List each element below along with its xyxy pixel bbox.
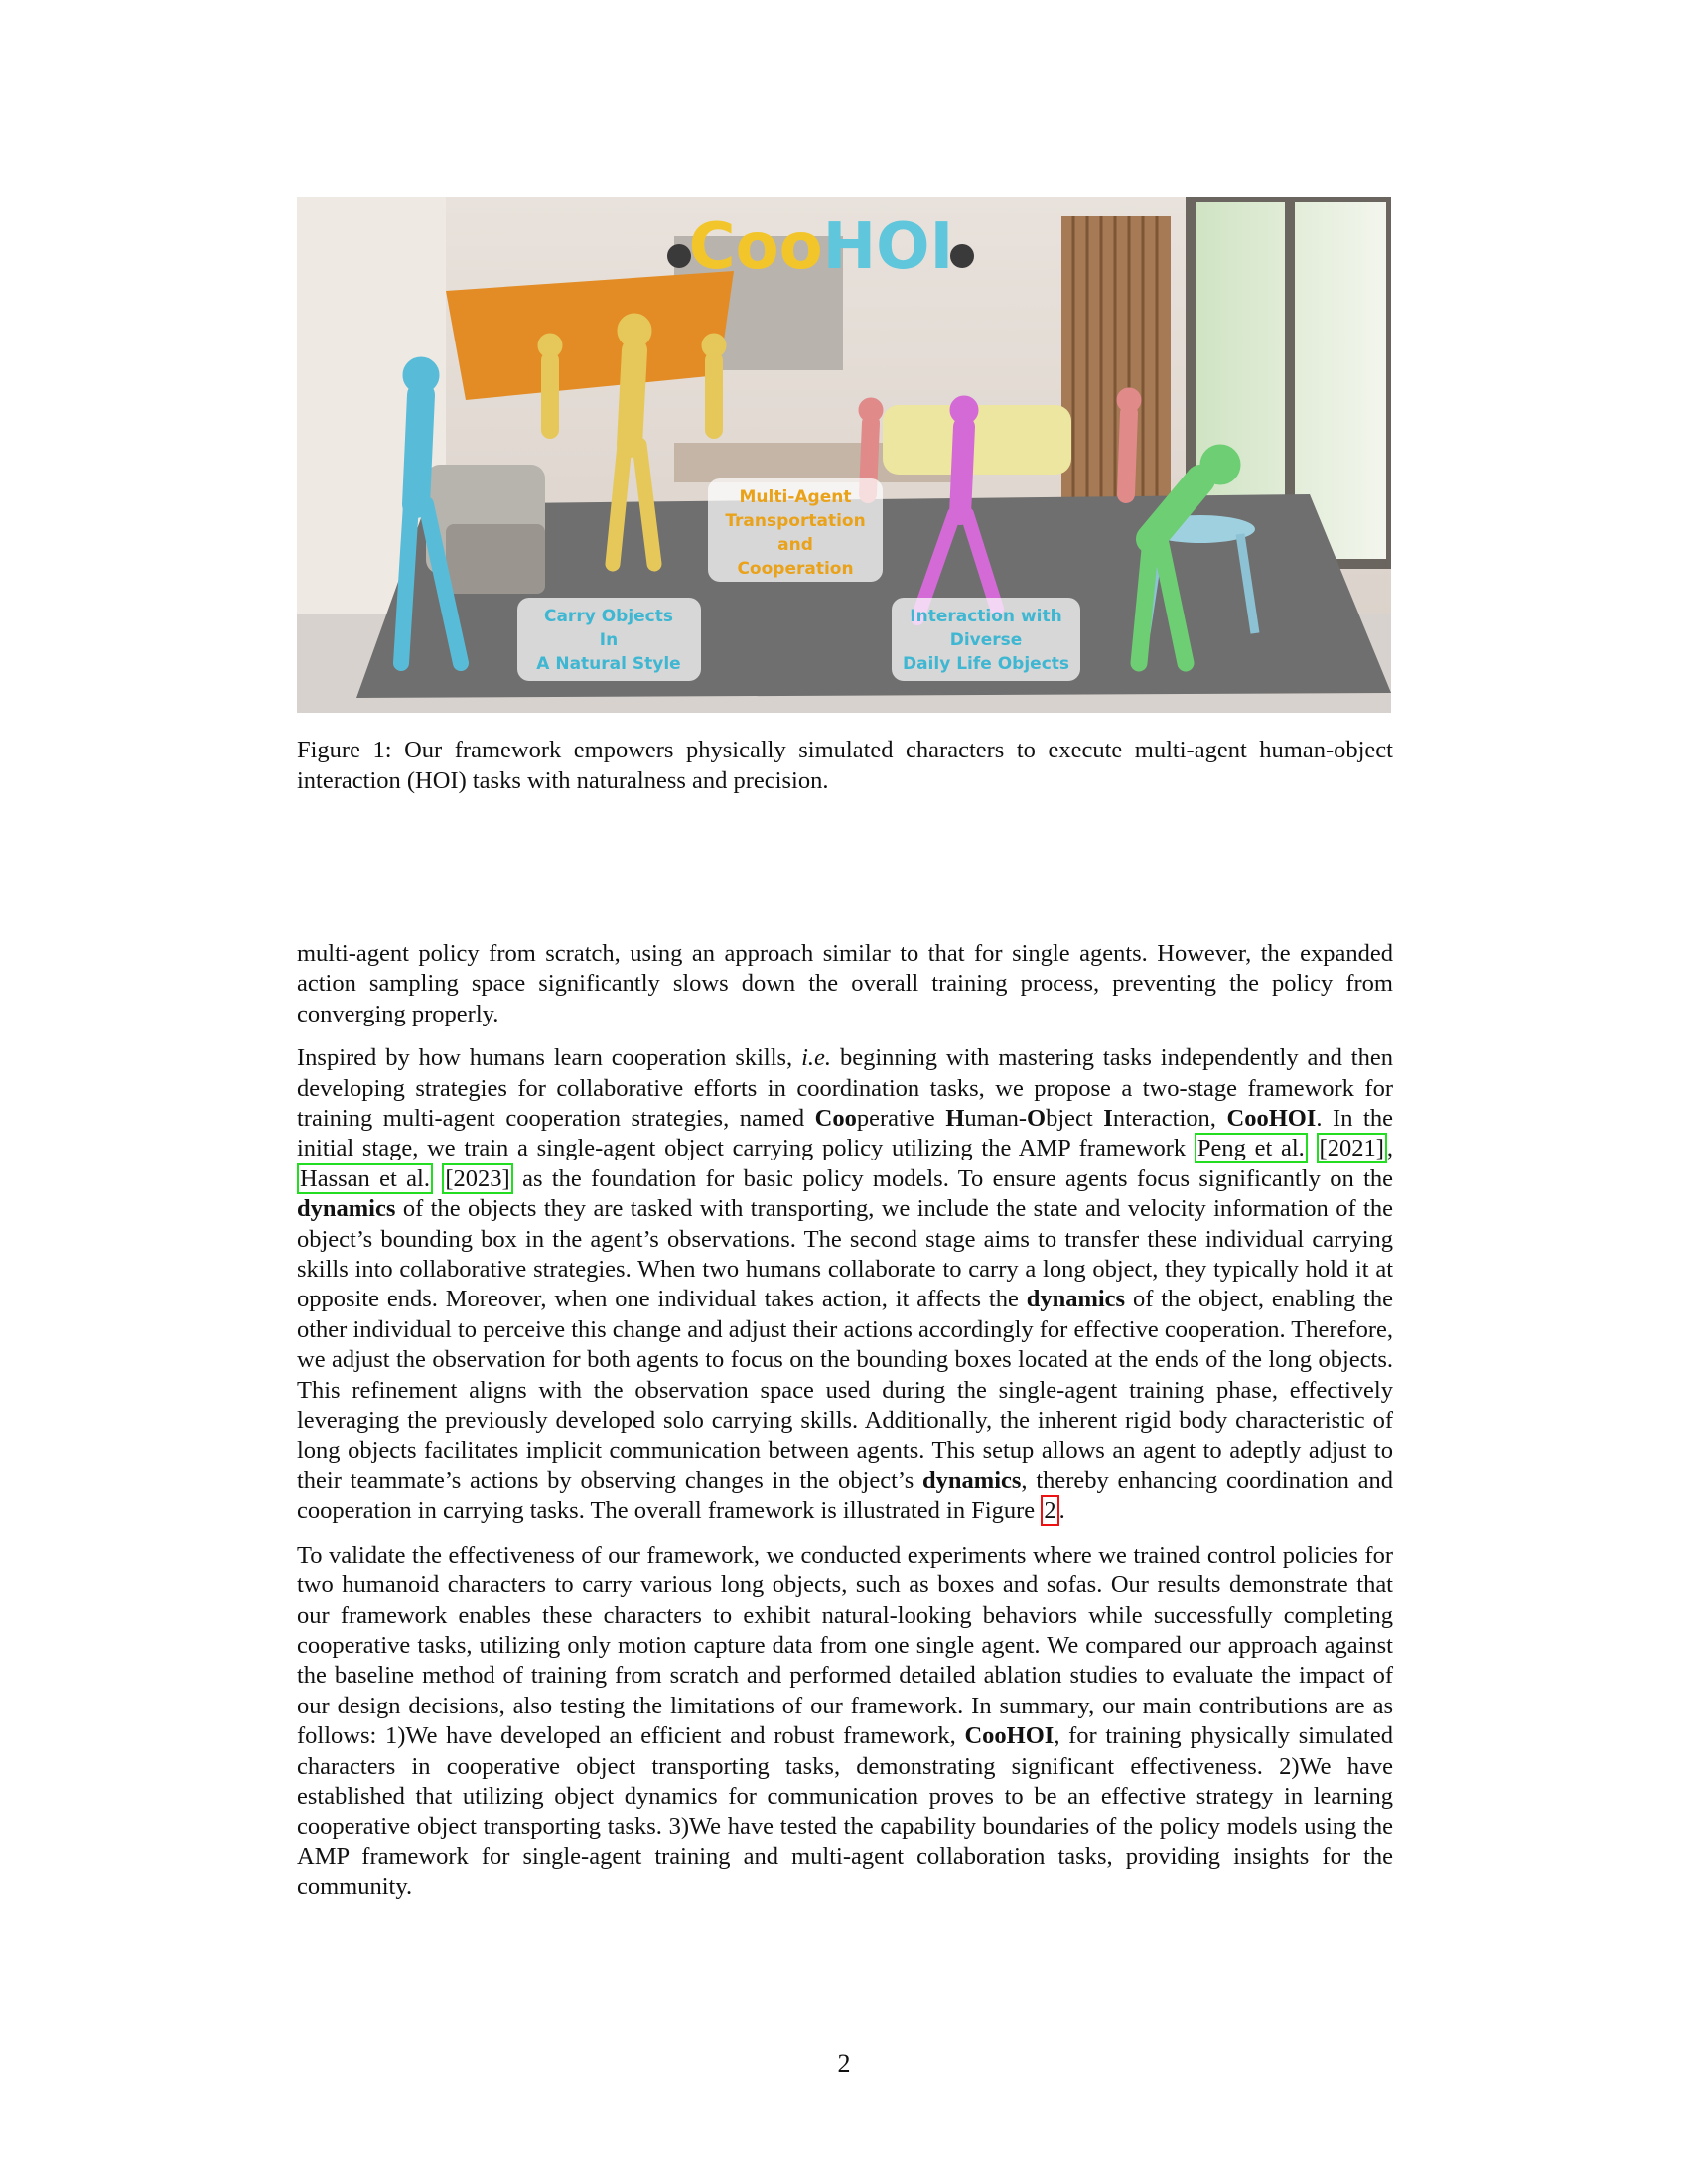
- tag-multi-agent: [708, 478, 883, 582]
- bold-i: I: [1103, 1105, 1113, 1133]
- bold-dynamics: dynamics: [1026, 1286, 1126, 1313]
- tag-left-line-1: Carry Objects: [543, 607, 674, 626]
- text-span: as the foundation for basic policy models. To ensure agents focus significantly on the: [512, 1164, 1393, 1192]
- text-span: nteraction,: [1112, 1105, 1227, 1133]
- coohoi-logo: [667, 210, 974, 284]
- text-span: , for training physically simulated characters in cooperative object transporting tasks, demonstrating significant effectiveness. 2)We have established that utilizing object dynamics for communication proves to be an effective strategy in learning cooperative object transporting tasks. 3)We have tested the capability boundaries of the policy models using the AMP framework for single-agent training and multi-agent collaboration tasks, providing insights for the community.: [297, 1722, 1393, 1901]
- text-span: , thereby enhancing coordination and cooperation in carrying tasks. The overall framework is illustrated in Figure: [297, 1466, 1393, 1525]
- emphasis-ie: i.e.: [801, 1044, 832, 1072]
- page-number: 2: [837, 2049, 851, 2078]
- citation-link-peng-author[interactable]: Peng et al.: [1195, 1133, 1308, 1163]
- citation-link-peng-year[interactable]: [2021]: [1317, 1133, 1387, 1163]
- tag-daily-objects: [892, 598, 1080, 681]
- text-span: Inspired by how humans learn cooperation skills,: [297, 1044, 802, 1072]
- figure-ref-link[interactable]: 2: [1041, 1495, 1058, 1526]
- paragraph-2: [297, 1043, 1393, 1527]
- citation-link-hassan-year[interactable]: [2023]: [442, 1163, 512, 1194]
- text-span: of the object, enabling the other individual to perceive this change and adjust their actions accordingly for effective cooperation. Therefore, we adjust the observation for both agents to focus on the bounding boxes located at the ends of the long objects. This refinement aligns with the observation space used during the single-agent training phase, effectively leveraging the previously developed solo carrying skills. Additionally, the inherent rigid body characteristic of long objects facilitates implicit communication between agents. This setup allows an agent to adeptly adjust to their teammate’s actions by observing changes in the object’s: [297, 1286, 1394, 1494]
- tag-left-line-3: A Natural Style: [536, 654, 681, 674]
- logo-coo: Coo: [688, 210, 823, 284]
- body-text: [297, 939, 1393, 1917]
- logo-text: [689, 210, 954, 284]
- logo-hoi: HOI: [822, 210, 954, 284]
- citation-link-hassan-author[interactable]: Hassan et al.: [297, 1163, 433, 1194]
- text-span: ,: [1386, 1135, 1393, 1162]
- tag-center-line-1: Multi-Agent: [739, 487, 852, 507]
- text-span: perative: [856, 1105, 946, 1133]
- bold-o: O: [1027, 1105, 1047, 1133]
- text-span: . In the initial stage, we train a single-agent object carrying policy utilizing the AMP framework: [297, 1105, 1393, 1162]
- wood-slat-panel: [1061, 216, 1171, 514]
- tag-center-line-4: Cooperation: [737, 559, 854, 579]
- tag-left-line-2: In: [599, 630, 619, 650]
- text-span: of the objects they are tasked with transporting, we include the state and velocity information of the object’s bounding box in the agent’s observations. The second stage aims to transfer these individual carrying skills into collaborative strategies. When two humans collaborate to carry a long object, they typically hold it at opposite ends. Moreover, when one individual takes action, it affects the: [297, 1195, 1393, 1313]
- text-span: bject: [1046, 1105, 1104, 1133]
- tag-right-line-1: Interaction with: [910, 607, 1062, 626]
- tag-center-line-2: Transportation: [725, 511, 866, 531]
- bold-coo: Coo: [814, 1105, 857, 1133]
- teaser-illustration: [297, 197, 1391, 713]
- tag-natural-style: [517, 598, 701, 681]
- tag-center-line-3: and: [777, 535, 813, 555]
- bold-dynamics: dynamics: [922, 1466, 1022, 1494]
- text-span: beginning with mastering tasks independently and then developing strategies for collaborative efforts in coordination tasks, we propose a two-stage framework for training multi-agent cooperation strategies, named: [297, 1044, 1393, 1133]
- figure-caption: Figure 1: Our framework empowers physically simulated characters to execute multi-agent human-object interaction (HOI) tasks with naturalness and precision.: [297, 737, 1393, 794]
- bold-dynamics: dynamics: [297, 1195, 396, 1223]
- bold-coohoi: CooHOI: [964, 1722, 1055, 1750]
- tag-right-line-2: Diverse: [949, 630, 1023, 650]
- paragraph-3: [297, 1541, 1393, 1903]
- tag-right-line-3: Daily Life Objects: [902, 654, 1070, 674]
- text-span: uman-: [964, 1105, 1028, 1133]
- bold-h: H: [945, 1105, 965, 1133]
- text-span: To validate the effectiveness of our framework, we conducted experiments where we trained control policies for two humanoid characters to carry various long objects, such as boxes and sofas. Our results demonstrate that our framework enables these characters to exhibit natural-looking behaviors while successfully completing cooperative tasks, utilizing only motion capture data from one single agent. We compared our approach against the baseline method of training from scratch and performed detailed ablation studies to evaluate the impact of our design decisions, also testing the limitations of our framework. In summary, our main contributions are as follows: 1)We have developed an efficient and robust framework,: [297, 1541, 1393, 1750]
- teaser-figure: [297, 197, 1391, 713]
- paragraph-1: multi-agent policy from scratch, using an approach similar to that for single agents. However, the expanded action sampling space significantly slows down the overall training process, preventing the policy from converging properly.: [297, 940, 1393, 1027]
- bold-coohoi: CooHOI: [1226, 1105, 1317, 1133]
- text-span: .: [1058, 1497, 1065, 1525]
